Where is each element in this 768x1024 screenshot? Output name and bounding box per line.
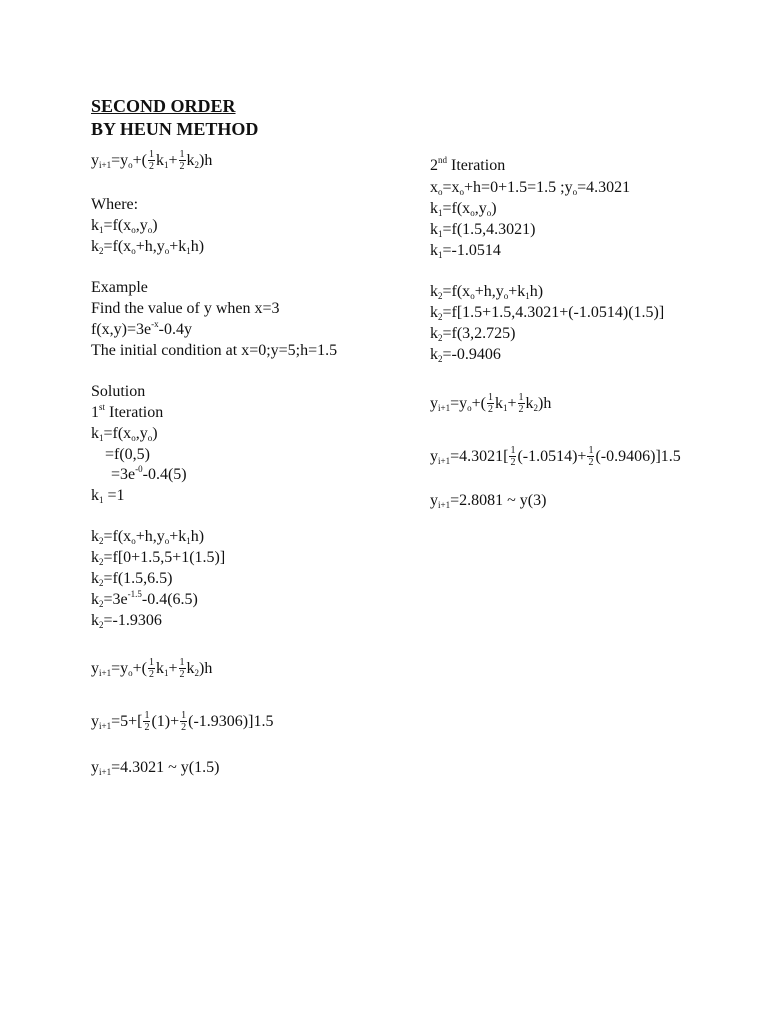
fraction-half: $\frac{1}{2}$: [518, 392, 524, 415]
fraction-half: $\frac{1}{2}$: [487, 392, 493, 415]
it2-y-substitution: $y_{i+1}=4.3021$[ $\frac{1}{2}$ (-1.0514)+ $\frac{1}{2}$ (-0.9406)]1.5: [430, 445, 681, 468]
fraction-half: $\frac{1}{2}$: [179, 149, 185, 172]
it1-k2-line-5: $k_2=-1.9306$: [91, 612, 162, 630]
where-label: Where:: [91, 196, 139, 213]
fraction-half: $\frac{1}{2}$: [588, 445, 594, 468]
it2-k1-line-2: $k_1=f(1.5,4.3021)$: [430, 221, 536, 239]
example-initial-condition: The initial condition at x=0;y=5;h=1.5: [91, 342, 338, 359]
fraction-half: $\frac{1}{2}$: [179, 657, 185, 680]
fraction-half: $\frac{1}{2}$: [181, 710, 187, 733]
it2-k2-line-3: $k_2=f(3,2.725)$: [430, 325, 516, 343]
it2-k2-line-4: $k_2=-0.9406$: [430, 346, 501, 364]
title-line-1: SECOND ORDER: [91, 96, 236, 116]
k2-definition: $k_2=f(x_o+h,y_o+k_1h)$: [91, 238, 205, 256]
it1-y-substitution: $y_{i+1}=5+$[ $\frac{1}{2}$ (1)+ $\frac{1}{2}$ (-1.9306)]1.5: [91, 710, 274, 733]
solution-label: Solution: [91, 383, 146, 400]
it1-k1-line-2: =f(0,5): [105, 446, 151, 463]
it1-k2-line-2: $k_2=f[0+1.5,5+1(1.5)]$: [91, 549, 226, 567]
title-line-2: BY HEUN METHOD: [91, 119, 259, 139]
example-label: Example: [91, 279, 148, 296]
it2-y-formula: $y_{i+1}=y_o+$( $\frac{1}{2}$ $k_1+$ $\frac{1}{2}$ $k_2)h$: [430, 392, 552, 415]
it2-k2-line-1: $k_2=f(x_o+h,y_o+k_1h)$: [430, 283, 544, 301]
it1-y-result: $y_{i+1}=4.3021$ ~ y(1.5): [91, 759, 220, 777]
it1-k1-result: $k_1 =1$: [91, 487, 125, 505]
it1-k2-line-3: $k_2=f(1.5,6.5)$: [91, 570, 173, 588]
it1-k1-line-1: $k_1=f(x_o,y_o)$: [91, 425, 158, 443]
example-find: Find the value of y when x=3: [91, 300, 280, 317]
iteration-1-heading: 1st Iteration: [91, 402, 164, 421]
k1-definition: $k_1=f(x_o,y_o)$: [91, 217, 158, 235]
it2-k1-line-1: $k_1=f(x_o,y_o)$: [430, 200, 497, 218]
fraction-half: $\frac{1}{2}$: [510, 445, 516, 468]
fraction-half: $\frac{1}{2}$: [148, 657, 154, 680]
heun-formula: $y_{i+1}=y_o+$( $\frac{1}{2}$ $k_1+$ $\frac{1}{2}$ $k_2)h$: [91, 149, 213, 172]
it1-k1-line-3: $=3e^{-0}-0.4(5)$: [111, 464, 187, 483]
iteration-2-heading: 2nd Iteration: [430, 155, 506, 174]
it1-k2-line-1: $k_2=f(x_o+h,y_o+k_1h)$: [91, 528, 205, 546]
it1-y-formula: $y_{i+1}=y_o+$( $\frac{1}{2}$ $k_1+$ $\frac{1}{2}$ $k_2)h$: [91, 657, 213, 680]
fraction-half: $\frac{1}{2}$: [144, 710, 150, 733]
fraction-half: $\frac{1}{2}$: [148, 149, 154, 172]
it2-y-result: $y_{i+1}=2.8081$ ~ y(3): [430, 492, 547, 510]
example-function: $f(x,y)=3e^{-x}-0.4y$: [91, 319, 192, 338]
it2-k2-line-2: $k_2=f[1.5+1.5,4.3021+(-1.0514)(1.5)]$: [430, 304, 665, 322]
it1-k2-line-4: $k_2=3e^{-1.5}-0.4(6.5)$: [91, 589, 198, 609]
it2-x-update: $x_o=x_o+h=0+1.5=1.5$ $;y_o=4.3021$: [430, 179, 631, 197]
it2-k1-line-3: $k_1=-1.0514$: [430, 242, 501, 260]
